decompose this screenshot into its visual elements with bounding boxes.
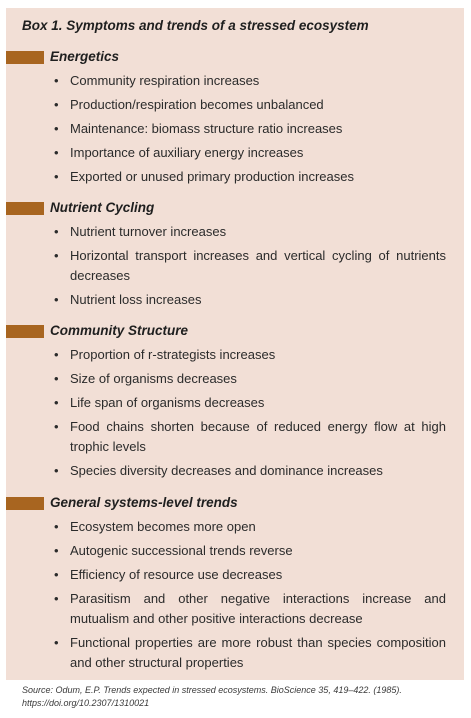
- list-item: [6, 369, 464, 389]
- list-item-text: Parasitism and other negative interactions increase and mutualism and other positive interactions decrease: [70, 591, 446, 626]
- bullet-icon: •: [54, 591, 59, 606]
- list-item-text: Food chains shorten because of reduced energy flow at high trophic levels: [70, 419, 446, 454]
- bullet-icon: •: [54, 145, 59, 160]
- list-item: [6, 290, 464, 310]
- bullet-icon: •: [54, 73, 59, 88]
- bullet-icon: •: [54, 248, 59, 263]
- bullet-icon: •: [54, 519, 59, 534]
- section-title: Nutrient Cycling: [50, 200, 155, 215]
- bullet-icon: •: [54, 169, 59, 184]
- list-item: [6, 393, 464, 413]
- bullet-icon: •: [54, 97, 59, 112]
- section-accent-bar: [6, 202, 44, 215]
- list-item-text: Production/respiration becomes unbalanced: [70, 97, 324, 112]
- list-item: [6, 222, 464, 242]
- bullet-icon: •: [54, 567, 59, 582]
- list-item-text: Exported or unused primary production increases: [70, 169, 354, 184]
- bullet-icon: •: [54, 371, 59, 386]
- bullet-list: [6, 222, 464, 310]
- list-item: [6, 71, 464, 91]
- bullet-list: [6, 517, 464, 673]
- list-item: [6, 95, 464, 115]
- list-item: [6, 589, 464, 629]
- list-item: [6, 143, 464, 163]
- list-item-text: Horizontal transport increases and vertical cycling of nutrients decreases: [70, 248, 446, 283]
- section-nutrient-cycling: [6, 200, 464, 310]
- bullet-icon: •: [54, 463, 59, 478]
- list-item-text: Importance of auxiliary energy increases: [70, 145, 304, 160]
- box-panel: [6, 8, 464, 680]
- list-item-text: Nutrient loss increases: [70, 292, 202, 307]
- bullet-icon: •: [54, 224, 59, 239]
- section-header: [6, 495, 464, 513]
- list-item-text: Life span of organisms decreases: [70, 395, 265, 410]
- bullet-icon: •: [54, 419, 59, 434]
- list-item: [6, 565, 464, 585]
- section-accent-bar: [6, 51, 44, 64]
- list-item-text: Ecosystem becomes more open: [70, 519, 256, 534]
- bullet-icon: •: [54, 292, 59, 307]
- list-item: [6, 633, 464, 673]
- section-header: [6, 323, 464, 341]
- bullet-icon: •: [54, 635, 59, 650]
- list-item-text: Functional properties are more robust than species composition and other structural properties: [70, 635, 446, 670]
- list-item: [6, 517, 464, 537]
- section-title: General systems-level trends: [50, 495, 238, 510]
- list-item: [6, 119, 464, 139]
- list-item-text: Community respiration increases: [70, 73, 260, 88]
- list-item: [6, 345, 464, 365]
- bullet-icon: •: [54, 543, 59, 558]
- list-item: [6, 167, 464, 187]
- list-item-text: Species diversity decreases and dominance increases: [70, 463, 383, 478]
- list-item: [6, 461, 464, 481]
- section-title: Energetics: [50, 49, 120, 64]
- list-item-text: Maintenance: biomass structure ratio increases: [70, 121, 343, 136]
- bullet-icon: •: [54, 347, 59, 362]
- list-item-text: Autogenic successional trends reverse: [70, 543, 293, 558]
- list-item: [6, 417, 464, 457]
- bullet-list: [6, 345, 464, 481]
- list-item-text: Proportion of r-strategists increases: [70, 347, 276, 362]
- section-title: Community Structure: [50, 323, 189, 338]
- list-item: [6, 246, 464, 286]
- list-item-text: Nutrient turnover increases: [70, 224, 227, 239]
- section-header: [6, 200, 464, 218]
- bullet-icon: •: [54, 121, 59, 136]
- source-citation: Source: Odum, E.P. Trends expected in stressed ecosystems. BioScience 35, 419–422. (1985). https://doi.org/10.2307/1310021: [22, 685, 402, 708]
- section-header: [6, 49, 464, 67]
- list-item-text: Efficiency of resource use decreases: [70, 567, 283, 582]
- bullet-icon: •: [54, 395, 59, 410]
- section-accent-bar: [6, 497, 44, 510]
- section-accent-bar: [6, 325, 44, 338]
- section-energetics: [6, 49, 464, 187]
- bullet-list: [6, 71, 464, 187]
- section-community-structure: [6, 323, 464, 481]
- list-item-text: Size of organisms decreases: [70, 371, 237, 386]
- box-title: Box 1. Symptoms and trends of a stressed ecosystem: [22, 18, 369, 33]
- section-general-trends: [6, 495, 464, 673]
- list-item: [6, 541, 464, 561]
